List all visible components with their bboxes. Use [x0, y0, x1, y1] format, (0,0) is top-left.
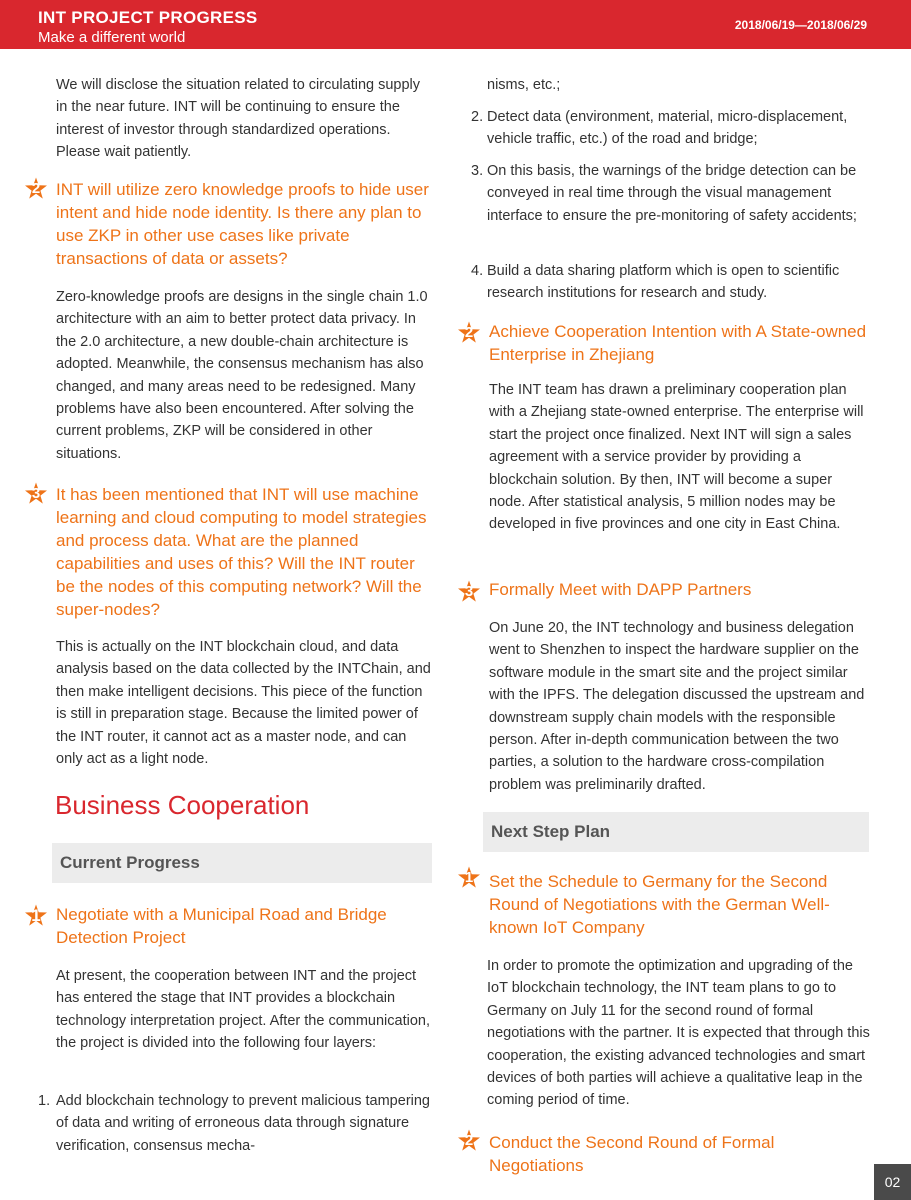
- list-number: 2.: [471, 109, 484, 125]
- list-item-text: Add blockchain technology to prevent malicious tampering of data and writing of erroneous data through signature verification, consensus mecha-: [56, 1093, 430, 1154]
- header-date-range: 2018/06/19—2018/06/29: [734, 18, 867, 32]
- question-heading: It has been mentioned that INT will use machine learning and cloud computing to model strategies and process data. What are the planned capabilities and uses of this? Will the INT router be the nodes of this computing network? Will the super-nodes?: [56, 485, 427, 619]
- subsection-bar: Next Step Plan: [483, 812, 869, 852]
- list-item-text: On this basis, the warnings of the bridge detection can be conveyed in real time through the visual management interface to ensure the pre-monitoring of safety accidents;: [487, 163, 857, 224]
- item-paragraph: On June 20, the INT technology and business delegation went to Shenzhen to inspect the hardware supplier on the software module in the smart site and the project similar with the IPFS. The delegation discussed the upstream and downstream supply chain models with the responsible person. After in-depth communication between the two parties, a solution to the hardware cross-compilation problem was preliminarily drafted.: [489, 620, 865, 793]
- star-badge-icon: [24, 177, 48, 201]
- item-heading: Set the Schedule to Germany for the Second Round of Negotiations with the German Well-known IoT Company: [489, 872, 830, 937]
- star-badge-icon: [457, 866, 481, 890]
- header-title: INT PROJECT PROGRESS: [38, 8, 258, 27]
- question-heading: INT will utilize zero knowledge proofs to hide user intent and hide node identity. Is there any plan to use ZKP in other use cases like private transactions of data or assets?: [56, 180, 429, 268]
- item-heading: Conduct the Second Round of Formal Negotiations: [489, 1133, 775, 1175]
- page-number: 02: [874, 1164, 911, 1200]
- list-number: 4.: [471, 263, 484, 279]
- star-badge-icon: [457, 1129, 481, 1153]
- right-column: [455, 0, 911, 1200]
- star-badge-icon: [24, 482, 48, 506]
- list-number: 1.: [38, 1093, 51, 1109]
- subsection-bar: Current Progress: [52, 843, 432, 883]
- badge-number: 3: [31, 485, 41, 502]
- answer-paragraph: This is actually on the INT blockchain cloud, and data analysis based on the data collected by the INTChain, and then make intelligent decisions. This piece of the function is still in preparation stage. Because the limited power of the INT router, it cannot act as a master node, and can only act as a light node.: [56, 639, 431, 768]
- badge-number: 2: [464, 1132, 474, 1149]
- star-badge-icon: [24, 904, 48, 928]
- list-number: 3.: [471, 163, 484, 179]
- badge-number: 2: [464, 324, 474, 341]
- section-title: Business Cooperation: [55, 790, 310, 820]
- list-item-text: Build a data sharing platform which is open to scientific research institutions for research and study.: [487, 263, 840, 302]
- star-badge-icon: [457, 321, 481, 345]
- list-item-text: nisms, etc.;: [487, 77, 561, 93]
- item-heading: Formally Meet with DAPP Partners: [489, 580, 752, 599]
- badge-number: 1: [31, 906, 41, 925]
- list-item-text: Detect data (environment, material, micro-displacement, vehicle traffic, etc.) of the road and bridge;: [487, 109, 848, 148]
- badge-number: 2: [31, 180, 41, 197]
- item-paragraph: At present, the cooperation between INT and the project has entered the stage that INT provides a blockchain technology interpretation project. After the communication, the project is divided into the following four layers:: [56, 968, 430, 1052]
- badge-number: 3: [464, 583, 474, 600]
- item-paragraph: The INT team has drawn a preliminary cooperation plan with a Zhejiang state-owned enterprise. The enterprise will start the project once finalized. Next INT will sign a sales agreement with a service provider by providing a blockchain solution. By then, INT will become a super node. After statistical analysis, 5 million nodes may be developed in five provinces and one city in East China.: [489, 382, 864, 533]
- item-paragraph: In order to promote the optimization and upgrading of the IoT blockchain technology, the INT team plans to go to Germany on July 11 for the second round of formal negotiations with the partner. It is expected that through this cooperation, the existing advanced technologies and smart devices of both parties will achieve a qualitative leap in the coming period of time.: [487, 958, 870, 1109]
- answer-paragraph: Zero-knowledge proofs are designs in the single chain 1.0 architecture with an aim to better protect data privacy. In the 2.0 architecture, a new double-chain architecture is adopted. Meanwhile, the consensus mechanism has also changed, and many areas need to be redesigned. Many problems have also been encountered. After solving the current problems, ZKP will be considered in other situations.: [56, 289, 428, 462]
- left-column: [0, 0, 455, 1200]
- item-heading: Negotiate with a Municipal Road and Bridge Detection Project: [56, 905, 387, 947]
- item-heading: Achieve Cooperation Intention with A State-owned Enterprise in Zhejiang: [489, 322, 867, 364]
- badge-number: 1: [464, 869, 474, 886]
- header-subtitle: Make a different world: [38, 29, 186, 46]
- intro-paragraph: We will disclose the situation related to circulating supply in the near future. INT will be continuing to ensure the interest of investor through standardized operations. Please wait patiently.: [56, 77, 421, 161]
- star-badge-icon: [457, 580, 481, 604]
